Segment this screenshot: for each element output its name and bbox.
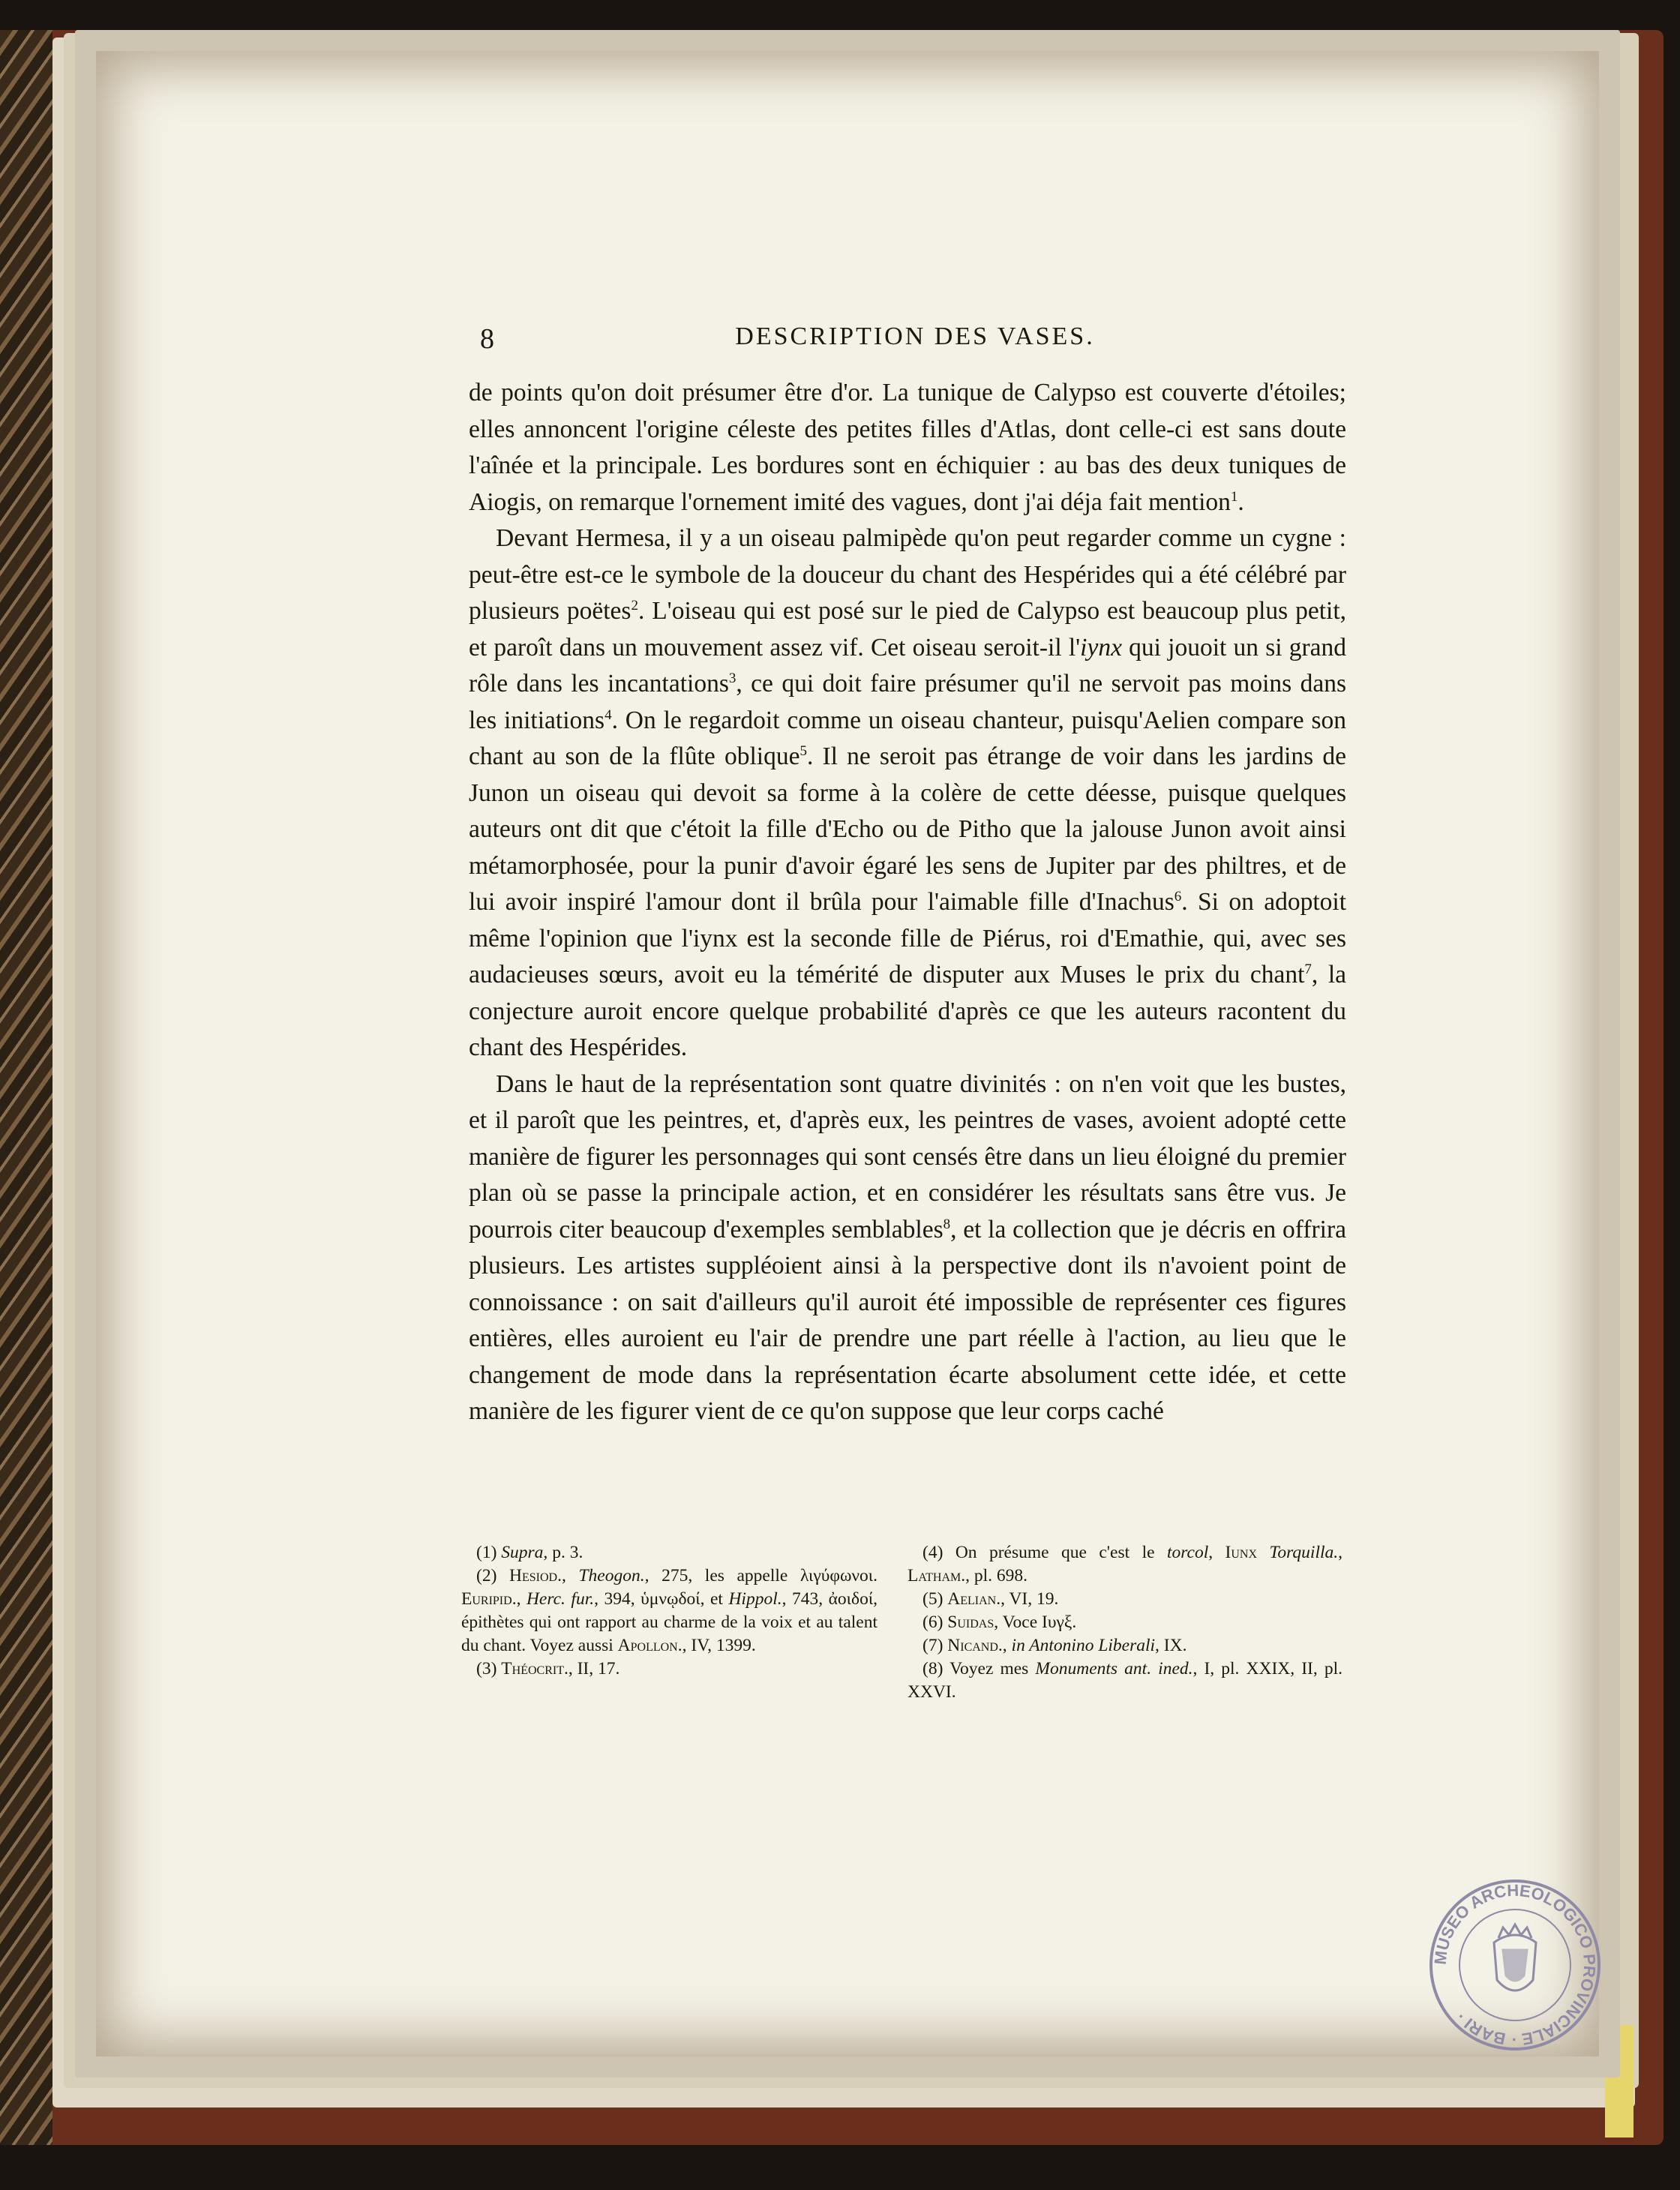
footnote-8: (8) Voyez mes Monuments ant. ined., I, pl. XXIX, II, pl. XXVI. — [908, 1659, 1342, 1702]
stamp-text: MUSEO ARCHEOLOGICO PROVINCIALE · BARI · — [1430, 1880, 1600, 2050]
coat-of-arms-icon — [1494, 1924, 1536, 1990]
footnote-ref: 7 — [1304, 961, 1312, 977]
footnote-6: (6) Suidas, Voce Ιυγξ. — [922, 1612, 1077, 1632]
footnotes-right-column — [908, 1541, 1342, 1704]
museum-stamp — [1425, 1875, 1605, 2055]
paragraph-3: Dans le haut de la représentation sont quatre divinités : on n'en voit que les bustes, et il paroît que les peintres, et, d'après eux, les peintres de vases, avoient adopté cette manière de figurer les personnages qui sont censés être dans un lieu éloigné du premier plan où se passe la principale action, et en considérer les résultats sans être vus. Je pourrois citer beaucoup d'exemples semblables$^8$, et la collection que je décris en offrira plusieurs. Les artistes suppléoient ainsi à la perspective dont ils n'avoient point de connoissance : on sait d'ailleurs qu'il auroit été impossible de représenter ces figures entières, elles auroient eu l'air de prendre une part réelle à l'action, au lieu que le changement de mode dans la représentation écarte absolument cette idée, et cette manière de les figurer vient de ce qu'on suppose que leur corps caché — [469, 1070, 1346, 1425]
running-title: DESCRIPTION DES VASES. — [735, 322, 1095, 350]
footnote-3: (3) Théocrit., II, 17. — [476, 1659, 620, 1678]
footnote-5: (5) Aelian., VI, 19. — [922, 1589, 1059, 1609]
paragraph-1: de points qu'on doit présumer être d'or. La tunique de Calypso est couverte d'étoiles; elles annoncent l'origine céleste des petites filles d'Atlas, dont celle-ci est sans doute l'aînée et la principale. Les bordures sont en échiquier : au bas des deux tuniques de Aiogis, on remarque l'ornement imité des vagues, dont j'ai déja fait mention$^1$. — [469, 379, 1346, 516]
footnote-ref: 4 — [604, 706, 612, 723]
footnote-2: (2) Hesiod., Theogon., 275, les appelle λιγύφωνοι. Euripid., Herc. fur., 394, ὑμνῳδοί, et Hippol., 743, ἀοιδοί, épithètes qui ont rapport au charme de la voix et au talent du chant. Voyez aussi Apollon., IV, 1399. — [461, 1566, 878, 1655]
footnote-ref: 3 — [728, 670, 736, 686]
footnote-4: (4) On présume que c'est le torcol, Iunx Torquilla., Latham., pl. 698. — [908, 1543, 1343, 1586]
footnote-ref: 6 — [1174, 888, 1182, 904]
footnote-ref: 5 — [800, 742, 807, 759]
paragraph-2: Devant Hermesa, il y a un oiseau palmipède qu'on peut regarder comme un cygne : peut-être est-ce le symbole de la douceur du chant des Hespérides qui a été célébré par plusieurs poëtes$^2$. L'oiseau qui est posé sur le pied de Calypso est beaucoup plus petit, et paroît dans un mouvement assez vif. Cet oiseau seroit-il l'iynx qui jouoit un si grand rôle dans les incantations$^3$, ce qui doit faire présumer qu'il ne servoit pas moins dans les initiations$^4$. On le regardoit comme un oiseau chanteur, puisqu'Aelien compare son chant au son de la flûte oblique$^5$. Il ne seroit pas étrange de voir dans les jardins de Junon un oiseau qui devoit sa forme à la colère de cette déesse, puisque quelques auteurs ont dit que c'étoit la fille d'Echo ou de Pitho que la jalouse Junon avoit ainsi métamorphosée, pour la punir d'avoir égaré les sens de Jupiter par des philtres, et de lui avoir inspiré l'amour dont il brûla pour l'aimable fille d'Inachus$^6$. Si on adoptoit même l'opinion que l'iynx est la seconde fille de Piérus, roi d'Emathie, qui, avec ses audacieuses sœurs, avoit eu la témérité de disputer aux Muses le prix du chant$^7$, la conjecture auroit encore quelque probabilité d'après ce que les auteurs racontent du chant des Hespérides. — [469, 524, 1347, 1061]
running-head — [480, 322, 1350, 360]
footnote-1: (1) Supra, p. 3. — [476, 1543, 584, 1562]
footnote-7: (7) Nicand., in Antonino Liberali, IX. — [922, 1636, 1187, 1655]
page-number: 8 — [480, 323, 494, 355]
footnote-ref: 1 — [1230, 488, 1238, 505]
footnotes-left-column — [461, 1541, 878, 1681]
italic-term: iynx — [1080, 633, 1122, 662]
footnote-ref: 8 — [943, 1216, 951, 1232]
footnote-ref: 2 — [631, 597, 638, 614]
marbled-endpaper — [0, 30, 52, 2145]
body-text — [469, 375, 1346, 1430]
